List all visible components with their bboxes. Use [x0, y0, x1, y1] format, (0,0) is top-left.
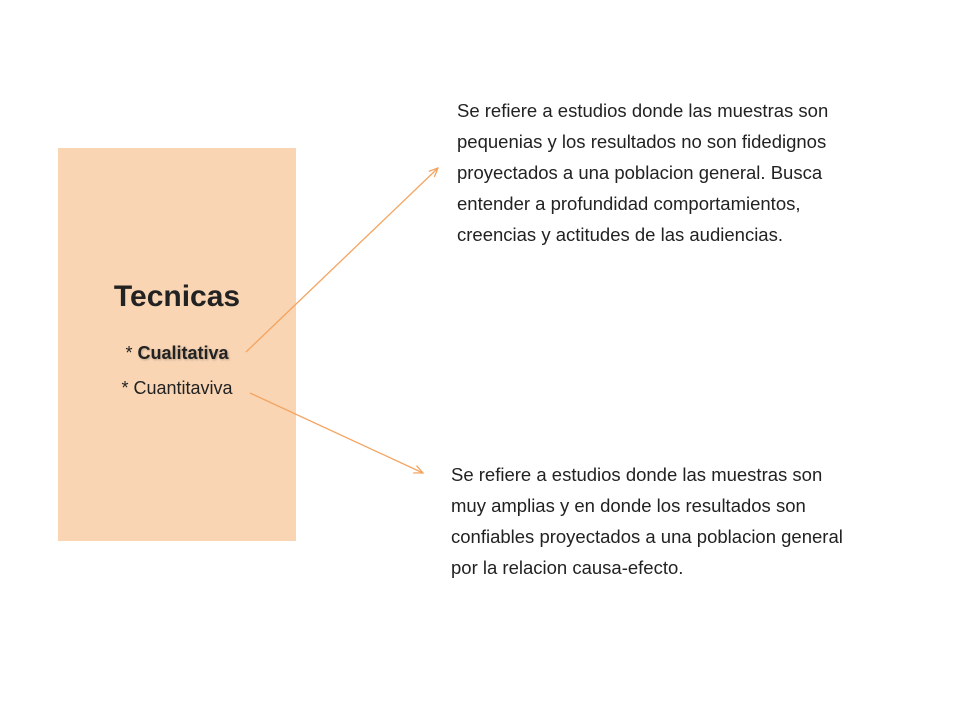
arrow-to-quantitative-description	[250, 393, 423, 473]
qualitative-label: Cualitativa	[137, 343, 229, 363]
quantitative-description	[451, 459, 843, 583]
qualitative-description-line: proyectados a una poblacion general. Busca	[457, 162, 823, 183]
qualitative-description-line: pequenias y los resultados no son fidedignos	[457, 131, 827, 152]
qualitative-description-line: Se refiere a estudios donde las muestras son	[457, 100, 829, 121]
qualitative-description	[457, 95, 828, 250]
techniques-title: Tecnicas	[113, 280, 241, 313]
qualitative-description-line: creencias y actitudes de las audiencias.	[457, 224, 783, 245]
arrow-to-qualitative-description	[246, 168, 438, 352]
quantitative-description-line: confiables proyectados a una poblacion general	[451, 526, 843, 547]
quantitative-description-line: por la relacion causa-efecto.	[451, 557, 684, 578]
qualitative-description-line: entender a profundidad comportamientos,	[457, 193, 801, 214]
quantitative-item: * Cuantitaviva	[121, 378, 233, 398]
quantitative-description-line: muy amplias y en donde los resultados son	[451, 495, 806, 516]
quantitative-description-line: Se refiere a estudios donde las muestras son	[451, 464, 823, 485]
qualitative-prefix: *	[125, 343, 138, 363]
